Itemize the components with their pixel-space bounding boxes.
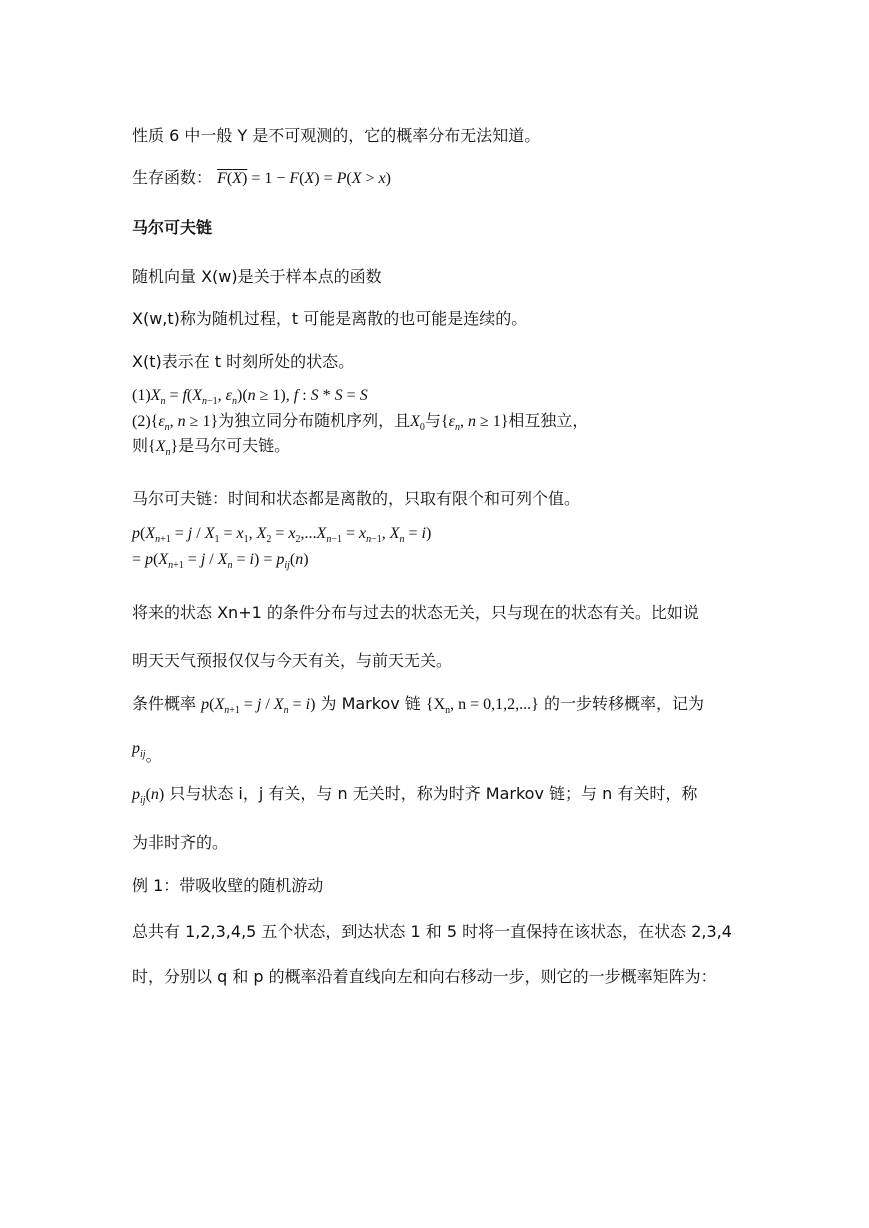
section-heading: 马尔可夫链	[132, 218, 213, 237]
equation-line: $(2)\{\varepsilon_n$, n ≥ 1}为独立同分布随机序列，且$X_0$与{$\varepsilon_n$, n ≥ 1}相互独立，	[132, 411, 589, 434]
equation-line: = $p(X_{n+1} = j / X_n = i) = p_{ij}(n)$	[132, 551, 309, 572]
text-line: 马尔可夫链：时间和状态都是离散的，只取有限个和可列个值。	[132, 489, 581, 508]
text-line: 性质 6 中一般 Y 是不可观测的，它的概率分布无法知道。	[132, 126, 541, 145]
text-line: 随机向量 X(w)是关于样本点的函数	[132, 267, 382, 286]
equation-line: $p_{ij}$。	[132, 740, 162, 765]
equation-line: 则$\{X_n\}$是马尔可夫链。	[132, 436, 291, 459]
text-line: 为非时齐的。	[132, 833, 229, 852]
text-line: 总共有 1,2,3,4,5 五个状态，到达状态 1 和 5 时将一直保持在该状态，在状态 2,3,4	[132, 922, 732, 941]
survival-label: 生存函数：	[132, 168, 213, 187]
text-line: 明天天气预报仅仅与今天有关，与前天无关。	[132, 651, 453, 670]
conditional-probability-line: 条件概率 $p(X_{n+1} = j / X_n = i)$ 为 Markov 链 {$X_n$, n = 0,1,2,...} 的一步转移概率，记为	[132, 694, 704, 717]
text-line: X(w,t)称为随机过程，t 可能是离散的也可能是连续的。	[132, 309, 528, 328]
text-line: X(t)表示在 t 时刻所处的状态。	[132, 352, 355, 371]
survival-function-line	[132, 168, 391, 189]
text-line: $p_{ij}(n)$ 只与状态 i，j 有关，与 n 无关时，称为时齐 Markov 链；与 n 有关时，称	[132, 784, 698, 807]
survival-formula: F(X) = 1 − F(X) = P(X > x)	[217, 170, 391, 187]
text-line: 时，分别以 q 和 p 的概率沿着直线向左和向右移动一步，则它的一步概率矩阵为：	[132, 967, 717, 986]
equation-line: $p(X_{n+1} = j / X_1 = x_1$, $X_2 = x_2,...X_{n-1} = x_{n-1}$, $X_n = i$)	[132, 525, 432, 546]
example-heading: 例 1：带吸收壁的随机游动	[132, 876, 324, 895]
text-line: 将来的状态 Xn+1 的条件分布与过去的状态无关，只与现在的状态有关。比如说	[132, 603, 699, 622]
equation-line: $(1)X_n = f(X_{n-1}$, $\varepsilon_n)(n \ge 1)$, f : S * S = S	[132, 387, 368, 408]
